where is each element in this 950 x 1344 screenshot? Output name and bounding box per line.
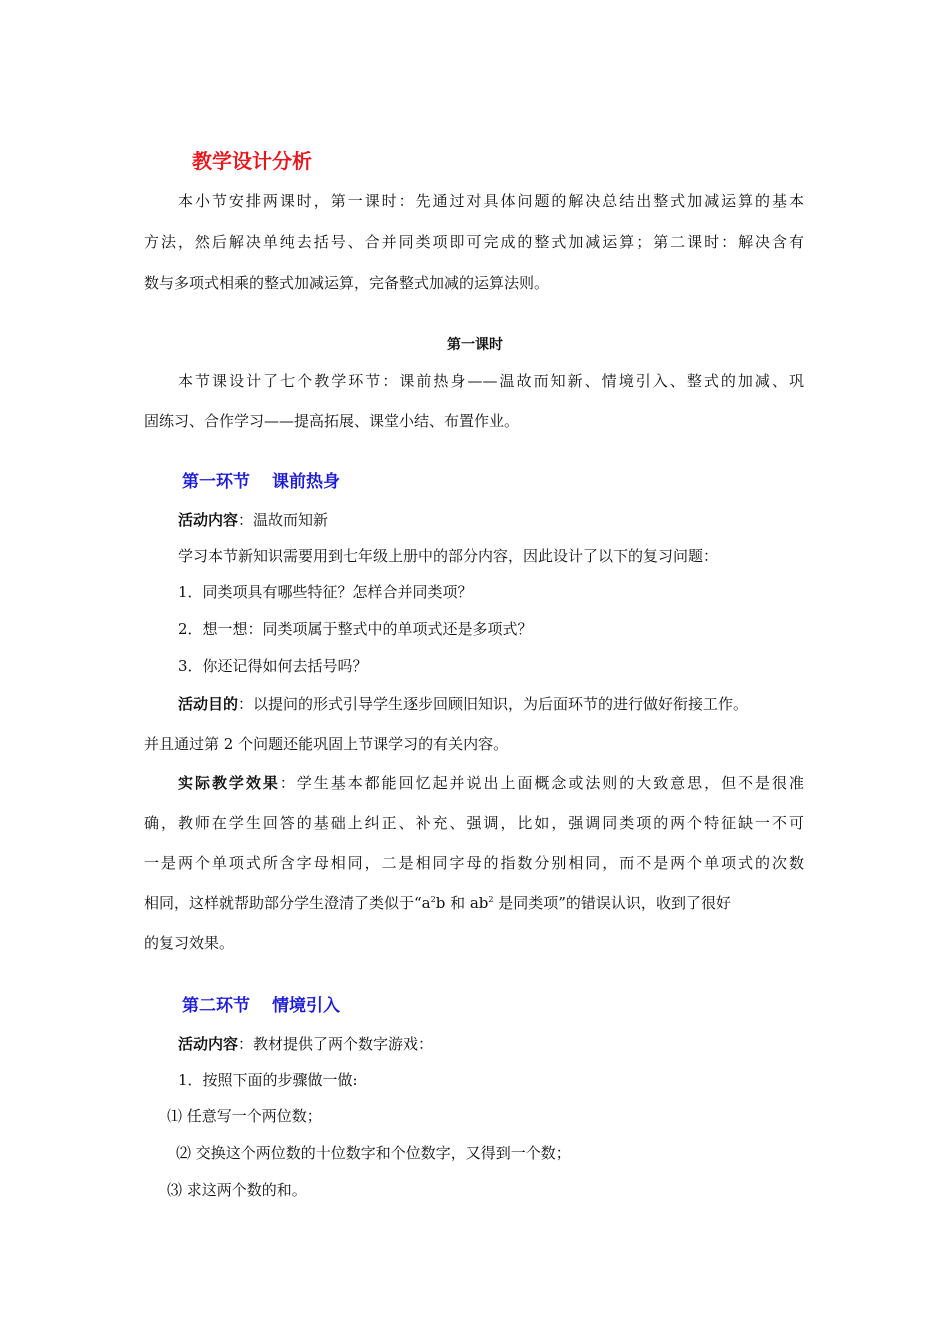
effect-superscript-2: 2 [488,895,494,904]
section1-effect-line-4 [144,893,731,913]
section2-content-label: 活动内容 [178,1035,239,1053]
lesson1-line-2: 固练习、合作学习——提高拓展、课堂小结、布置作业。 [144,412,520,430]
section1-question-1: 1．同类项具有哪些特征？怎样合并同类项？ [178,583,473,601]
intro-line-3: 数与多项式相乘的整式加减运算，完备整式加减的运算法则。 [144,274,550,292]
section1-content-text: ：温故而知新 [238,511,329,529]
section1-heading-title: 课前热身 [272,472,340,492]
effect-line-4-part-b: b 和 ab [435,894,489,912]
section2-step-intro: 1．按照下面的步骤做一做: [178,1071,358,1089]
section1-review-intro: 学习本节新知识需要用到七年级上册中的部分内容，因此设计了以下的复习问题： [178,547,719,565]
section2-heading-title: 情境引入 [272,996,340,1016]
section1-heading [182,471,340,493]
page-title: 教学设计分析 [192,149,312,173]
lesson1-line-1: 本节课设计了七个教学环节：课前热身——温故而知新、情境引入、整式的加减、巩 [178,372,804,390]
section1-purpose [178,694,748,714]
effect-line-4-part-c: 是同类项”的错误认识，收到了很好 [493,894,731,912]
section2-content-text: ：教材提供了两个数字游戏： [238,1035,434,1053]
section1-purpose-line-1: ：以提问的形式引导学生逐步回顾旧知识，为后面环节的进行做好衔接工作。 [238,695,749,713]
section1-effect-line-5: 的复习效果。 [144,934,235,952]
section1-purpose-label: 活动目的 [178,695,239,713]
section1-content-label: 活动内容 [178,511,239,529]
effect-line-4-part-a: 相同，这样就帮助部分学生澄清了类似于“a [144,894,431,912]
intro-line-2: 方法，然后解决单纯去括号、合并同类项即可完成的整式加减运算；第二课时：解决含有 [144,233,804,251]
section2-heading-num: 第二环节 [182,996,250,1016]
section1-effect-line-1: ：学生基本都能回忆起并说出上面概念或法则的大致意思，但不是很准 [279,774,804,792]
section1-heading-num: 第一环节 [182,472,250,492]
section1-question-2: 2．想一想：同类项属于整式中的单项式还是多项式？ [178,620,533,638]
section2-activity-content [178,1034,433,1054]
effect-superscript-1: 2 [430,895,436,904]
section1-effect [178,773,804,793]
section1-effect-line-2: 确，教师在学生回答的基础上纠正、补充、强调，比如，强调同类项的两个特征缺一不可 [144,814,804,832]
lesson1-heading: 第一课时 [447,337,503,353]
intro-line-1: 本小节安排两课时，第一课时：先通过对具体问题的解决总结出整式加减运算的基本 [178,192,804,210]
section1-activity-content [178,510,328,530]
section2-heading [182,995,340,1017]
section1-purpose-line-2: 并且通过第 2 个问题还能巩固上节课学习的有关内容。 [144,735,509,753]
section2-step-3: ⑶ 求这两个数的和。 [167,1181,307,1199]
section2-step-2: ⑵ 交换这个两位数的十位数字和个位数字，又得到一个数； [176,1144,571,1162]
section1-effect-label: 实际教学效果 [178,774,280,792]
section2-step-1: ⑴ 任意写一个两位数； [167,1107,322,1125]
section1-effect-line-3: 一是两个单项式所含字母相同，二是相同字母的指数分别相同，而不是两个单项式的次数 [144,854,804,872]
section1-question-3: 3．你还记得如何去括号吗？ [178,657,368,675]
